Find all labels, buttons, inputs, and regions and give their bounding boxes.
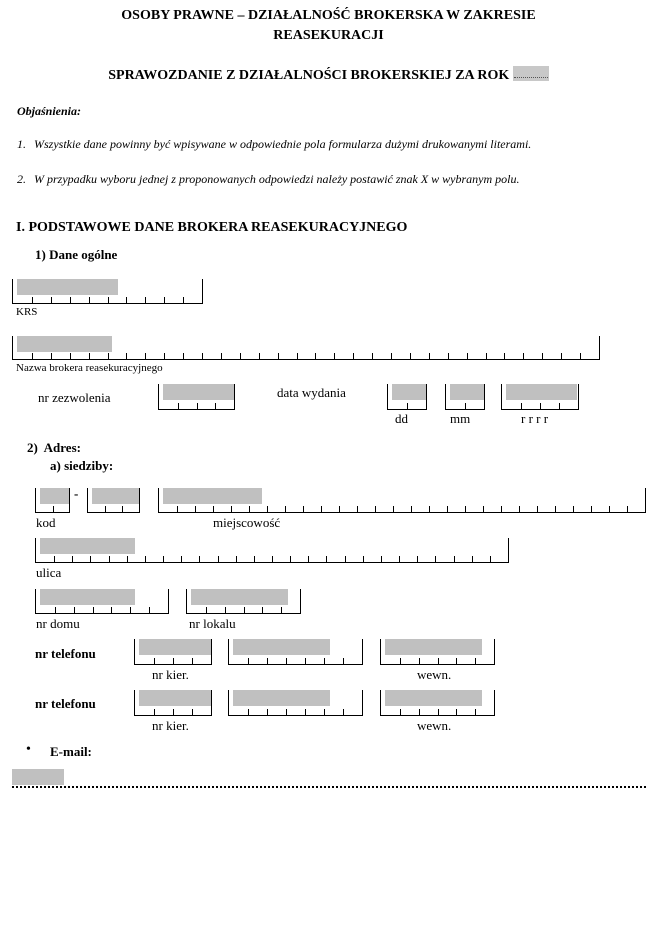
cell-divider bbox=[108, 353, 109, 359]
cell-divider bbox=[438, 658, 439, 664]
cell-divider bbox=[281, 607, 282, 613]
cell-divider bbox=[561, 353, 562, 359]
cell-divider bbox=[305, 658, 306, 664]
cell-divider bbox=[573, 506, 574, 512]
year-label: r r r r bbox=[521, 411, 549, 426]
cell-divider bbox=[627, 506, 628, 512]
cell-divider bbox=[465, 506, 466, 512]
cell-divider bbox=[267, 658, 268, 664]
cell-divider bbox=[197, 403, 198, 409]
cell-divider bbox=[456, 658, 457, 664]
cell-divider bbox=[163, 556, 164, 562]
cell-divider bbox=[89, 297, 90, 303]
explanation-item-1 bbox=[17, 136, 579, 153]
cell-divider bbox=[259, 353, 260, 359]
cell-divider bbox=[218, 556, 219, 562]
cell-divider bbox=[70, 297, 71, 303]
cell-divider bbox=[244, 607, 245, 613]
phone1-number-input[interactable] bbox=[228, 639, 363, 665]
cell-divider bbox=[72, 556, 73, 562]
cell-divider bbox=[447, 506, 448, 512]
cell-divider bbox=[286, 709, 287, 715]
cell-divider bbox=[357, 506, 358, 512]
field-fill bbox=[385, 690, 482, 706]
field-fill bbox=[40, 589, 135, 605]
phone1-area-code-input[interactable] bbox=[134, 639, 212, 665]
cell-divider bbox=[51, 353, 52, 359]
cell-divider bbox=[343, 709, 344, 715]
cell-divider bbox=[486, 353, 487, 359]
cell-divider bbox=[540, 403, 541, 409]
seat-heading: a) siedziby: bbox=[50, 458, 114, 473]
report-title bbox=[0, 66, 657, 85]
area-code-label: nr kier. bbox=[152, 667, 189, 682]
cell-divider bbox=[438, 709, 439, 715]
email-input[interactable] bbox=[12, 769, 64, 785]
cell-divider bbox=[202, 353, 203, 359]
issue-month-input[interactable] bbox=[445, 384, 485, 410]
cell-divider bbox=[90, 556, 91, 562]
form-title-line2: REASEKURACJI bbox=[273, 28, 384, 43]
cell-divider bbox=[213, 506, 214, 512]
cell-divider bbox=[429, 506, 430, 512]
cell-divider bbox=[173, 709, 174, 715]
cell-divider bbox=[555, 506, 556, 512]
cell-divider bbox=[303, 506, 304, 512]
cell-divider bbox=[372, 353, 373, 359]
cell-divider bbox=[286, 658, 287, 664]
field-fill bbox=[163, 384, 234, 400]
form-title-line1: OSOBY PRAWNE – DZIAŁALNOŚĆ BROKERSKA W ZAKRESIE bbox=[121, 8, 536, 23]
cell-divider bbox=[400, 709, 401, 715]
phone2-area-code-input[interactable] bbox=[134, 690, 212, 716]
cell-divider bbox=[490, 556, 491, 562]
area-code-label: nr kier. bbox=[152, 718, 189, 733]
cell-divider bbox=[411, 506, 412, 512]
postal-code-separator: - bbox=[74, 486, 79, 501]
cell-divider bbox=[199, 556, 200, 562]
cell-divider bbox=[183, 353, 184, 359]
cell-divider bbox=[122, 506, 123, 512]
cell-divider bbox=[339, 506, 340, 512]
explanation-text: Wszystkie dane powinny być wpisywane w odpowiednie pola formularza dużymi drukowanymi literami. bbox=[34, 137, 532, 151]
section-title: I. PODSTAWOWE DANE BROKERA REASEKURACYJNEGO bbox=[16, 220, 408, 235]
field-fill bbox=[40, 538, 135, 554]
krs-input[interactable] bbox=[12, 279, 203, 304]
cell-divider bbox=[164, 353, 165, 359]
cell-divider bbox=[206, 607, 207, 613]
field-fill bbox=[385, 639, 482, 655]
explanations-heading: Objaśnienia: bbox=[17, 104, 82, 118]
cell-divider bbox=[290, 556, 291, 562]
cell-divider bbox=[542, 353, 543, 359]
cell-divider bbox=[130, 607, 131, 613]
cell-divider bbox=[399, 556, 400, 562]
postal-code-part1-input[interactable] bbox=[35, 488, 70, 513]
cell-divider bbox=[454, 556, 455, 562]
cell-divider bbox=[262, 607, 263, 613]
cell-divider bbox=[324, 709, 325, 715]
cell-divider bbox=[93, 607, 94, 613]
cell-divider bbox=[315, 353, 316, 359]
cell-divider bbox=[278, 353, 279, 359]
cell-divider bbox=[308, 556, 309, 562]
cell-divider bbox=[475, 709, 476, 715]
field-fill bbox=[233, 690, 330, 706]
house-number-input[interactable] bbox=[35, 589, 169, 614]
cell-divider bbox=[580, 353, 581, 359]
year-input[interactable] bbox=[513, 66, 549, 81]
cell-divider bbox=[609, 506, 610, 512]
cell-divider bbox=[523, 353, 524, 359]
cell-divider bbox=[475, 658, 476, 664]
phone2-number-input[interactable] bbox=[228, 690, 363, 716]
krs-label: KRS bbox=[16, 306, 38, 318]
report-title-text: SPRAWOZDANIE Z DZIAŁALNOŚCI BROKERSKIEJ ZA ROK bbox=[108, 68, 510, 83]
apartment-number-input[interactable] bbox=[186, 589, 301, 614]
cell-divider bbox=[249, 506, 250, 512]
cell-divider bbox=[183, 297, 184, 303]
field-fill bbox=[233, 639, 330, 655]
cell-divider bbox=[272, 556, 273, 562]
field-fill bbox=[17, 336, 112, 352]
explanation-number: 1. bbox=[17, 137, 26, 151]
issue-date-label: data wydania bbox=[277, 385, 346, 400]
apartment-number-label: nr lokalu bbox=[189, 616, 236, 631]
field-fill bbox=[450, 384, 484, 400]
cell-divider bbox=[419, 658, 420, 664]
cell-divider bbox=[32, 297, 33, 303]
cell-divider bbox=[154, 709, 155, 715]
cell-divider bbox=[400, 658, 401, 664]
cell-divider bbox=[472, 556, 473, 562]
field-fill bbox=[191, 589, 288, 605]
broker-name-label: Nazwa brokera reasekuracyjnego bbox=[16, 362, 163, 374]
cell-divider bbox=[154, 658, 155, 664]
cell-divider bbox=[192, 658, 193, 664]
explanation-number: 2. bbox=[17, 172, 26, 186]
issue-year-input[interactable] bbox=[501, 384, 579, 410]
cell-divider bbox=[225, 607, 226, 613]
cell-divider bbox=[192, 709, 193, 715]
cell-divider bbox=[248, 709, 249, 715]
field-fill bbox=[392, 384, 426, 400]
cell-divider bbox=[164, 297, 165, 303]
field-fill bbox=[139, 639, 211, 655]
cell-divider bbox=[53, 506, 54, 512]
cell-divider bbox=[51, 297, 52, 303]
field-fill bbox=[40, 488, 69, 504]
cell-divider bbox=[559, 403, 560, 409]
address-heading bbox=[27, 440, 81, 456]
postal-code-part2-input[interactable] bbox=[87, 488, 140, 513]
field-fill bbox=[506, 384, 577, 400]
cell-divider bbox=[149, 607, 150, 613]
general-data-heading: 1) Dane ogólne bbox=[35, 247, 118, 262]
permit-number-label: nr zezwolenia bbox=[38, 390, 111, 405]
field-fill bbox=[17, 279, 118, 295]
cell-divider bbox=[591, 506, 592, 512]
cell-divider bbox=[126, 297, 127, 303]
broker-name-input[interactable] bbox=[12, 336, 600, 360]
cell-divider bbox=[391, 353, 392, 359]
cell-divider bbox=[465, 403, 466, 409]
phone-label: nr telefonu bbox=[35, 646, 96, 661]
address-heading-number: 2) bbox=[27, 440, 38, 455]
cell-divider bbox=[195, 506, 196, 512]
cell-divider bbox=[267, 506, 268, 512]
explanation-text: W przypadku wyboru jednej z proponowanych odpowiedzi należy postawić znak X w wybranym polu. bbox=[34, 172, 520, 186]
cell-divider bbox=[321, 506, 322, 512]
field-fill bbox=[163, 488, 262, 504]
cell-divider bbox=[231, 506, 232, 512]
address-heading-text: Adres: bbox=[43, 440, 81, 455]
phone2-extension-input[interactable] bbox=[380, 690, 495, 716]
permit-number-input[interactable] bbox=[158, 384, 235, 410]
cell-divider bbox=[145, 556, 146, 562]
cell-divider bbox=[221, 353, 222, 359]
phone-label: nr telefonu bbox=[35, 696, 96, 711]
day-label: dd bbox=[395, 411, 408, 426]
cell-divider bbox=[419, 709, 420, 715]
cell-divider bbox=[305, 709, 306, 715]
cell-divider bbox=[334, 353, 335, 359]
field-fill bbox=[139, 690, 211, 706]
cell-divider bbox=[504, 353, 505, 359]
cell-divider bbox=[70, 353, 71, 359]
email-dotted-line bbox=[12, 786, 646, 788]
cell-divider bbox=[108, 297, 109, 303]
cell-divider bbox=[267, 709, 268, 715]
cell-divider bbox=[32, 353, 33, 359]
cell-divider bbox=[173, 658, 174, 664]
cell-divider bbox=[145, 353, 146, 359]
cell-divider bbox=[126, 353, 127, 359]
cell-divider bbox=[178, 403, 179, 409]
month-label: mm bbox=[450, 411, 471, 426]
cell-divider bbox=[145, 297, 146, 303]
cell-divider bbox=[285, 506, 286, 512]
cell-divider bbox=[343, 658, 344, 664]
bullet-icon: • bbox=[26, 742, 31, 757]
street-input[interactable] bbox=[35, 538, 509, 563]
cell-divider bbox=[417, 556, 418, 562]
cell-divider bbox=[537, 506, 538, 512]
cell-divider bbox=[381, 556, 382, 562]
cell-divider bbox=[111, 607, 112, 613]
cell-divider bbox=[326, 556, 327, 562]
field-fill bbox=[92, 488, 139, 504]
cell-divider bbox=[74, 607, 75, 613]
cell-divider bbox=[105, 506, 106, 512]
cell-divider bbox=[519, 506, 520, 512]
cell-divider bbox=[363, 556, 364, 562]
cell-divider bbox=[483, 506, 484, 512]
cell-divider bbox=[467, 353, 468, 359]
cell-divider bbox=[429, 353, 430, 359]
cell-divider bbox=[324, 658, 325, 664]
extension-label: wewn. bbox=[417, 718, 452, 733]
cell-divider bbox=[236, 556, 237, 562]
cell-divider bbox=[521, 403, 522, 409]
cell-divider bbox=[109, 556, 110, 562]
cell-divider bbox=[254, 556, 255, 562]
cell-divider bbox=[177, 506, 178, 512]
cell-divider bbox=[181, 556, 182, 562]
cell-divider bbox=[345, 556, 346, 562]
cell-divider bbox=[89, 353, 90, 359]
email-label: E-mail: bbox=[50, 744, 92, 759]
cell-divider bbox=[248, 658, 249, 664]
cell-divider bbox=[55, 607, 56, 613]
cell-divider bbox=[297, 353, 298, 359]
cell-divider bbox=[240, 353, 241, 359]
city-input[interactable] bbox=[158, 488, 646, 513]
postal-code-label: kod bbox=[36, 515, 56, 530]
cell-divider bbox=[393, 506, 394, 512]
cell-divider bbox=[215, 403, 216, 409]
cell-divider bbox=[501, 506, 502, 512]
cell-divider bbox=[435, 556, 436, 562]
city-label: miejscowość bbox=[213, 515, 281, 530]
cell-divider bbox=[127, 556, 128, 562]
phone1-extension-input[interactable] bbox=[380, 639, 495, 665]
cell-divider bbox=[448, 353, 449, 359]
cell-divider bbox=[407, 403, 408, 409]
cell-divider bbox=[54, 556, 55, 562]
cell-divider bbox=[410, 353, 411, 359]
house-number-label: nr domu bbox=[36, 616, 80, 631]
extension-label: wewn. bbox=[417, 667, 452, 682]
cell-divider bbox=[375, 506, 376, 512]
issue-day-input[interactable] bbox=[387, 384, 427, 410]
street-label: ulica bbox=[36, 565, 62, 580]
cell-divider bbox=[456, 709, 457, 715]
explanation-item-2 bbox=[17, 171, 579, 188]
cell-divider bbox=[353, 353, 354, 359]
